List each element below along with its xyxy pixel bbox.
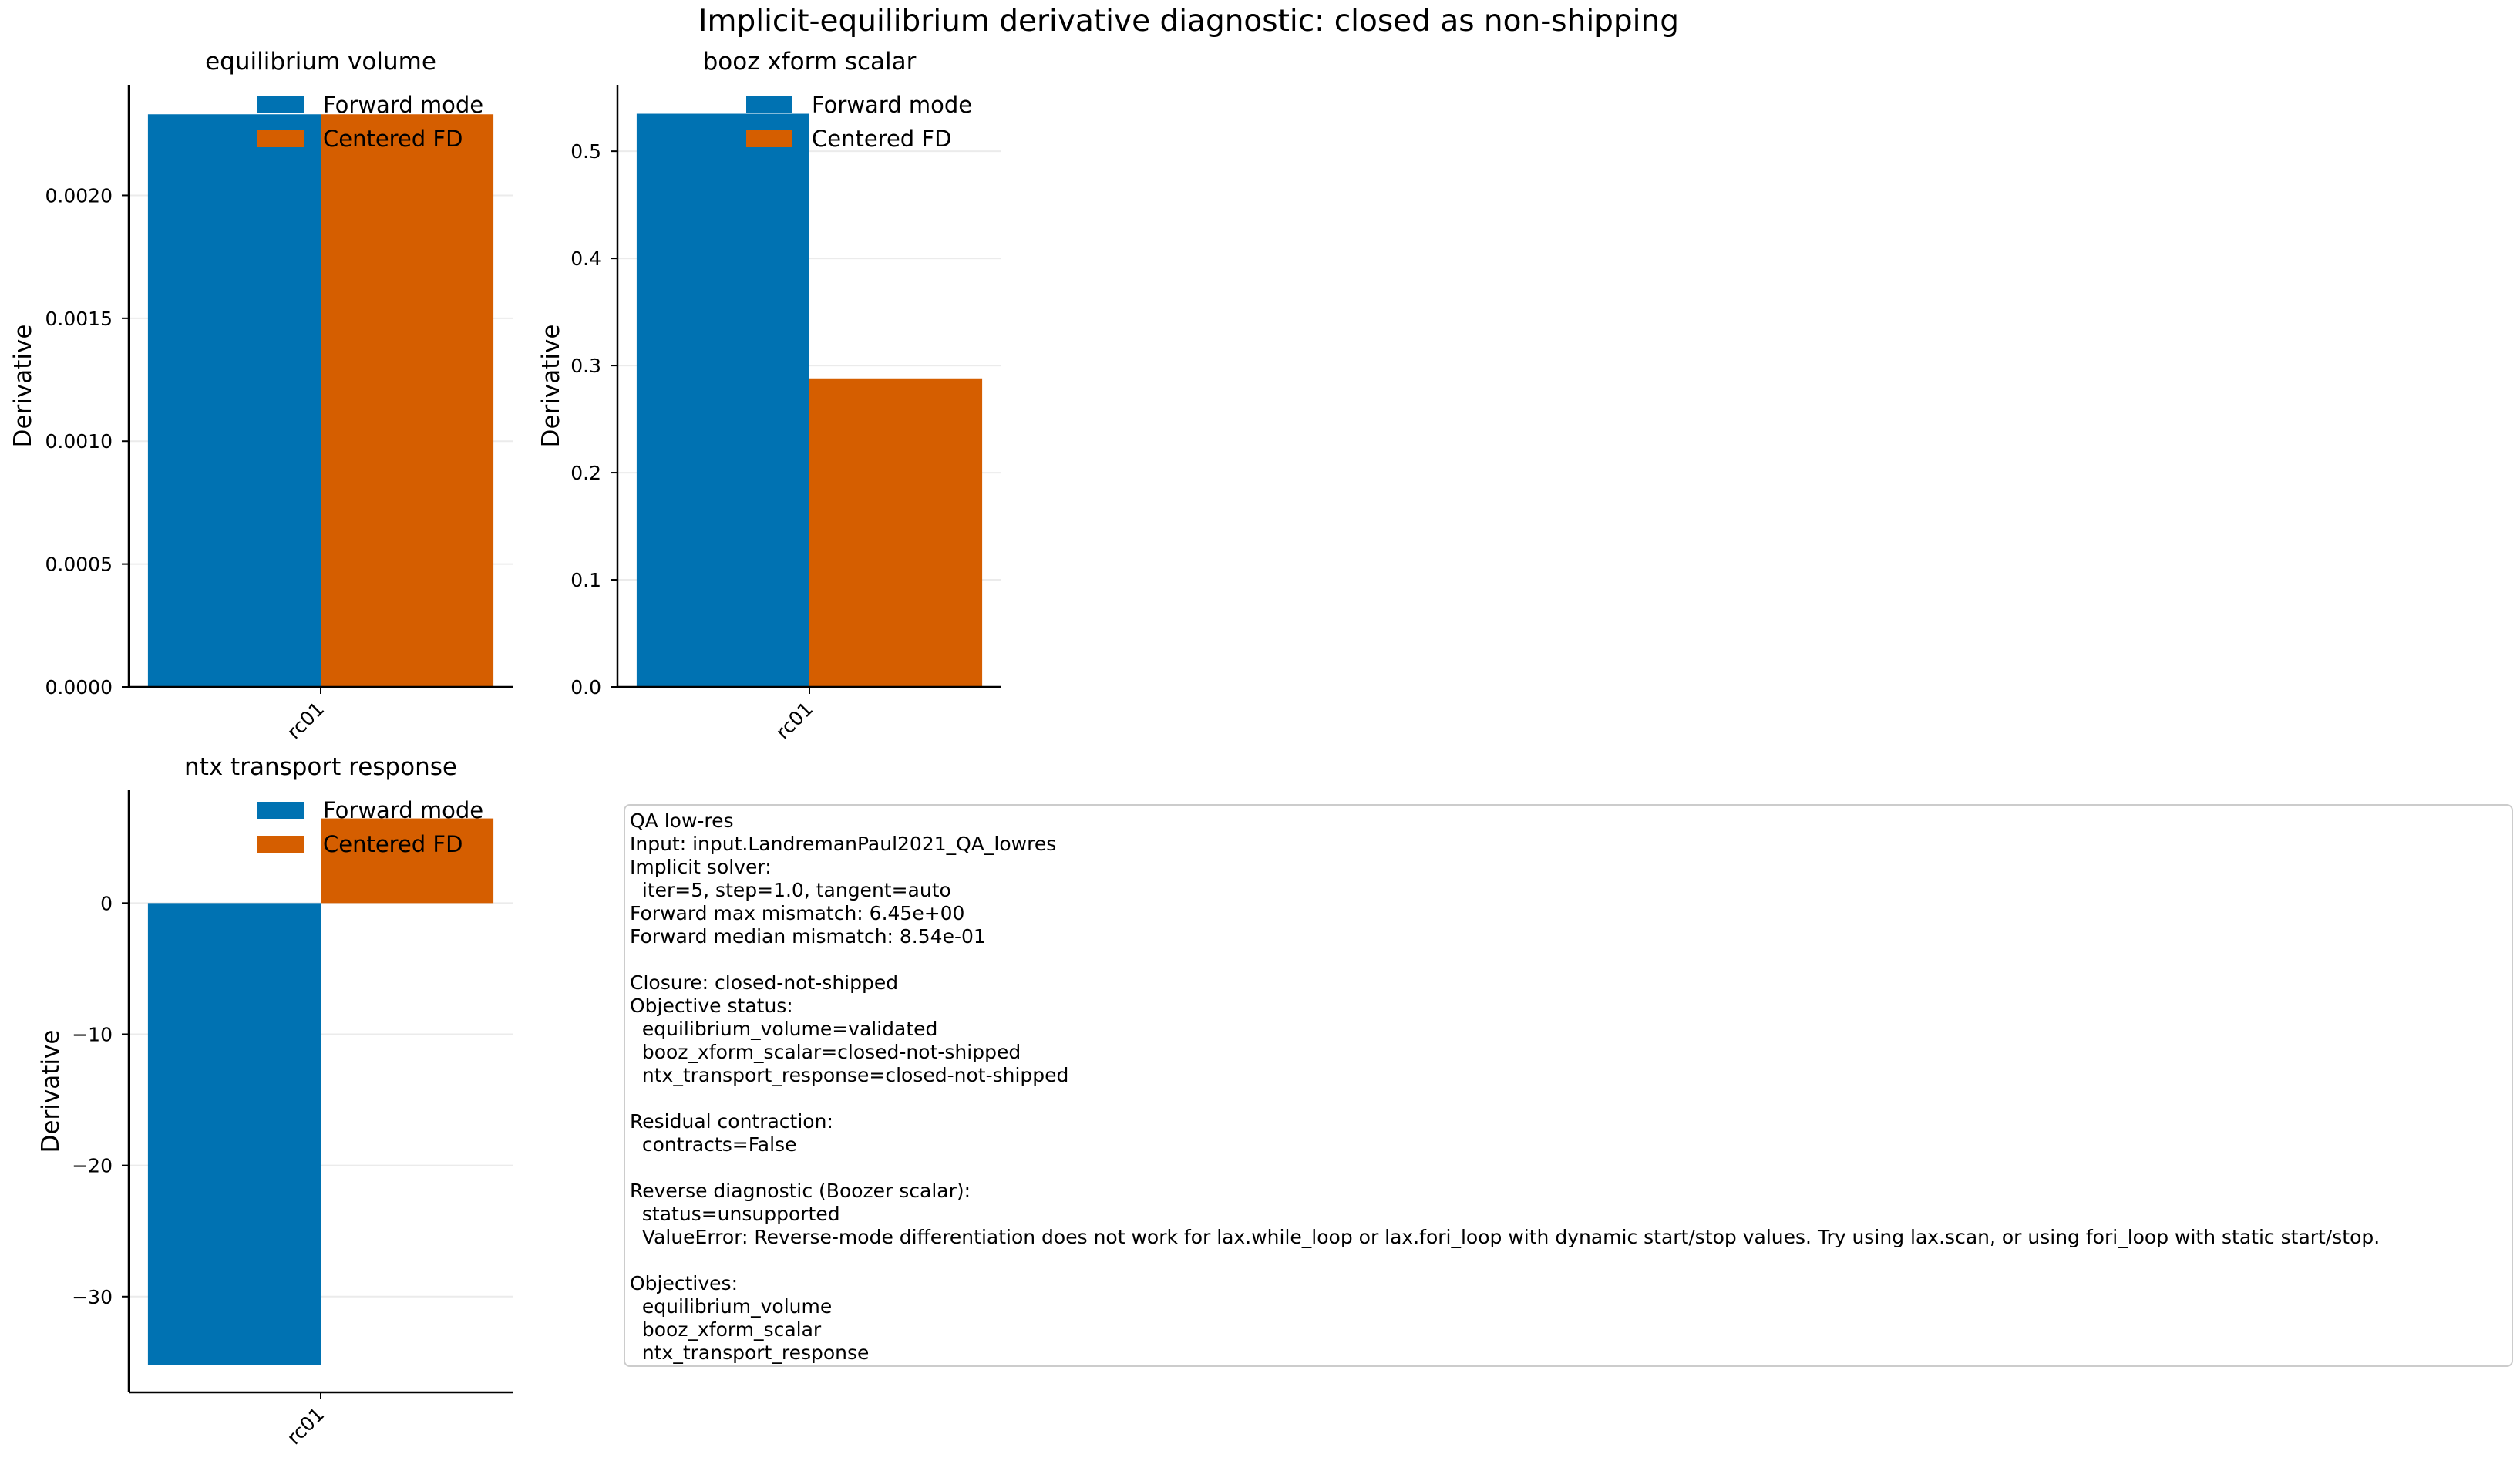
notes-line: Objective status: <box>630 995 793 1017</box>
notes-line: status=unsupported <box>630 1203 840 1225</box>
chart-panel-2 <box>537 48 1001 743</box>
legend-label: Forward mode <box>812 92 973 118</box>
legend-label: Centered FD <box>812 126 952 152</box>
bar-centered-fd-rc01 <box>321 114 493 687</box>
notes-line: contracts=False <box>630 1133 797 1156</box>
y-tick-label: 0.0000 <box>45 676 113 699</box>
x-tick-label: rc01 <box>282 697 329 744</box>
notes-line: Input: input.LandremanPaul2021_QA_lowres <box>630 833 1057 855</box>
y-tick-label: 0 <box>100 892 113 915</box>
notes-line: QA low-res <box>630 810 734 832</box>
chart-panel-1 <box>9 48 513 743</box>
notes-line: equilibrium_volume=validated <box>630 1018 938 1040</box>
y-tick-label: 0.2 <box>570 462 601 485</box>
y-tick-label: 0.0020 <box>45 184 113 207</box>
chart-panel-3 <box>37 753 513 1449</box>
notes-line: equilibrium_volume <box>630 1295 833 1318</box>
chart-title: booz xform scalar <box>702 48 917 76</box>
y-axis-label: Derivative <box>37 1029 65 1153</box>
bar-centered-fd-rc01 <box>809 379 982 687</box>
notes-line: iter=5, step=1.0, tangent=auto <box>630 879 951 901</box>
chart-title: ntx transport response <box>184 753 457 781</box>
legend-swatch <box>746 130 792 147</box>
y-tick-label: 0.1 <box>570 569 601 592</box>
y-tick-label: −20 <box>72 1154 113 1177</box>
notes-line: booz_xform_scalar=closed-not-shipped <box>630 1041 1021 1063</box>
legend-label: Centered FD <box>323 126 463 152</box>
notes-line: Residual contraction: <box>630 1110 833 1133</box>
figure-title: Implicit-equilibrium derivative diagnostic: closed as non-shipping <box>698 4 1679 39</box>
legend-swatch <box>257 130 304 147</box>
y-axis-label: Derivative <box>537 324 565 448</box>
notes-line: booz_xform_scalar <box>630 1318 822 1341</box>
legend-swatch <box>746 96 792 113</box>
y-axis-label: Derivative <box>9 324 37 448</box>
notes-line: Forward max mismatch: 6.45e+00 <box>630 902 965 924</box>
notes-line: Objectives: <box>630 1272 738 1294</box>
y-tick-label: 0.3 <box>570 355 601 378</box>
legend-swatch <box>257 96 304 113</box>
notes-line: ntx_transport_response=closed-not-shipped <box>630 1064 1069 1086</box>
legend-label: Centered FD <box>323 831 463 857</box>
legend-label: Forward mode <box>323 92 484 118</box>
legend-label: Forward mode <box>323 797 484 823</box>
bar-forward-mode-rc01 <box>148 903 321 1365</box>
legend-swatch <box>257 802 304 819</box>
bar-forward-mode-rc01 <box>148 114 321 687</box>
notes-box <box>624 804 2513 1367</box>
notes-line: ntx_transport_response <box>630 1341 870 1364</box>
notes-line: ValueError: Reverse-mode differentiation does not work for lax.while_loop or lax.fori_loop with dynamic start/stop values. Try using lax.scan, or using fori_loop with static start/stop. <box>630 1226 2380 1248</box>
y-tick-label: −10 <box>72 1023 113 1046</box>
notes-line <box>630 1156 2507 1180</box>
notes-line: Implicit solver: <box>630 856 772 878</box>
notes-line: Closure: closed-not-shipped <box>630 971 899 994</box>
notes-line <box>630 1249 2507 1272</box>
y-tick-label: 0.0015 <box>45 307 113 330</box>
x-tick-label: rc01 <box>771 697 818 744</box>
y-tick-label: −30 <box>72 1285 113 1308</box>
notes-line <box>630 948 2507 971</box>
y-tick-label: 0.0 <box>570 676 601 699</box>
y-tick-label: 0.0005 <box>45 553 113 576</box>
y-tick-label: 0.0010 <box>45 430 113 453</box>
y-tick-label: 0.4 <box>570 247 601 271</box>
legend-swatch <box>257 836 304 853</box>
notes-line: Reverse diagnostic (Boozer scalar): <box>630 1180 971 1202</box>
chart-title: equilibrium volume <box>205 48 436 76</box>
x-tick-label: rc01 <box>282 1402 329 1449</box>
notes-line: Forward median mismatch: 8.54e-01 <box>630 925 986 948</box>
bar-forward-mode-rc01 <box>637 114 809 687</box>
y-tick-label: 0.5 <box>570 140 601 163</box>
notes-line <box>630 1087 2507 1110</box>
